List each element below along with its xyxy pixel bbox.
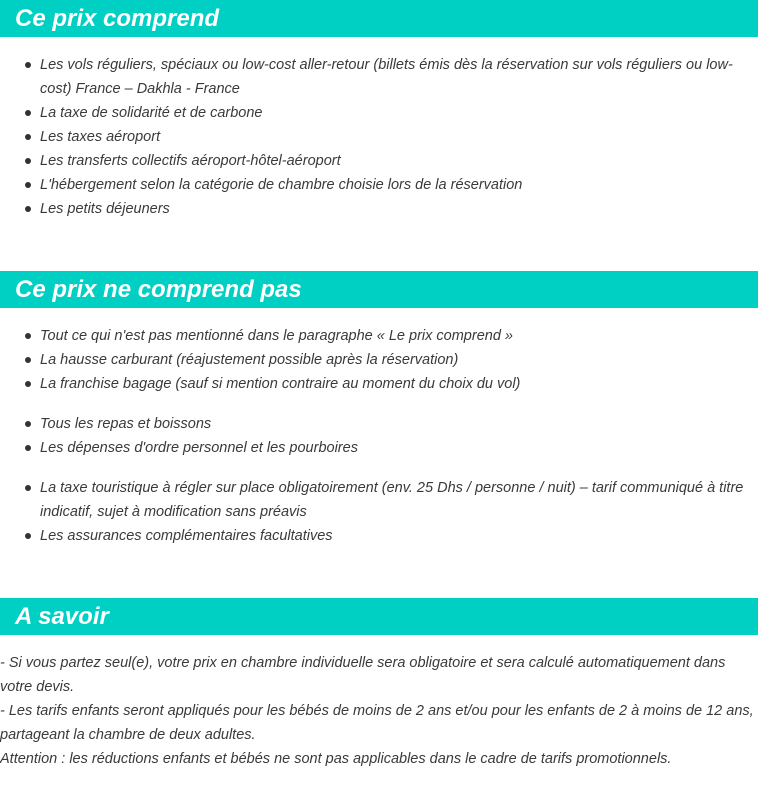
included-header xyxy=(0,0,758,37)
list-item-text: Les transferts collectifs aéroport-hôtel-aéroport xyxy=(40,153,341,169)
info-line-attention: Attention : les réductions enfants et bébés ne sont pas applicables dans le cadre de tarifs promotionnels. xyxy=(0,751,672,767)
list-item-text: Les petits déjeuners xyxy=(40,201,170,217)
bullet-icon xyxy=(25,158,31,164)
list-item xyxy=(0,324,758,348)
list-item-text: Tout ce qui n'est pas mentionné dans le paragraphe « Le prix comprend » xyxy=(40,328,513,344)
list-item-text: Les taxes aéroport xyxy=(40,129,161,145)
info-line-single-room: - Si vous partez seul(e), votre prix en chambre individuelle sera obligatoire et sera calculé automatiquement dans votre devis. xyxy=(0,655,726,695)
info-header xyxy=(0,598,758,635)
list-item xyxy=(0,372,758,396)
bullet-icon xyxy=(25,381,31,387)
list-item xyxy=(0,197,758,221)
excluded-title: Ce prix ne comprend pas xyxy=(15,276,302,303)
bullet-icon xyxy=(25,333,31,339)
list-item-text: La taxe touristique à régler sur place obligatoirement (env. 25 Dhs / personne / nuit) – tarif communiqué à titre indicatif, sujet à modification sans préavis xyxy=(40,480,744,520)
info-title: A savoir xyxy=(15,603,109,630)
info-text xyxy=(0,651,754,771)
included-list xyxy=(0,53,758,221)
bullet-icon xyxy=(25,485,31,491)
list-item xyxy=(0,436,758,460)
bullet-icon xyxy=(25,421,31,427)
list-item xyxy=(0,173,758,197)
list-item xyxy=(0,125,758,149)
bullet-icon xyxy=(25,533,31,539)
bullet-icon xyxy=(25,62,31,68)
list-item-text: La hausse carburant (réajustement possible après la réservation) xyxy=(40,352,459,368)
list-item xyxy=(0,348,758,372)
bullet-icon xyxy=(25,110,31,116)
excluded-list xyxy=(0,324,758,548)
list-item xyxy=(0,524,758,548)
list-item-text: Les dépenses d'ordre personnel et les pourboires xyxy=(40,440,358,456)
list-item-text: La taxe de solidarité et de carbone xyxy=(40,105,263,121)
included-title: Ce prix comprend xyxy=(15,5,220,32)
list-item-text: Tous les repas et boissons xyxy=(40,416,212,432)
bullet-icon xyxy=(25,357,31,363)
list-item xyxy=(0,53,758,101)
list-item-text: Les assurances complémentaires facultatives xyxy=(40,528,333,544)
bullet-icon xyxy=(25,206,31,212)
bullet-icon xyxy=(25,182,31,188)
excluded-header xyxy=(0,271,758,308)
bullet-icon xyxy=(25,445,31,451)
list-item-text: Les vols réguliers, spéciaux ou low-cost aller-retour (billets émis dès la réservation sur vols réguliers ou low-cost) France – Dakhla - France xyxy=(40,57,733,97)
list-item xyxy=(0,476,758,524)
bullet-icon xyxy=(25,134,31,140)
list-item xyxy=(0,412,758,436)
list-item xyxy=(0,149,758,173)
info-line-child-rates: - Les tarifs enfants seront appliqués pour les bébés de moins de 2 ans et/ou pour les enfants de 2 à moins de 12 ans, partageant la chambre de deux adultes. xyxy=(0,703,754,743)
list-item xyxy=(0,101,758,125)
list-item-text: La franchise bagage (sauf si mention contraire au moment du choix du vol) xyxy=(40,376,521,392)
list-item-text: L'hébergement selon la catégorie de chambre choisie lors de la réservation xyxy=(40,177,523,193)
